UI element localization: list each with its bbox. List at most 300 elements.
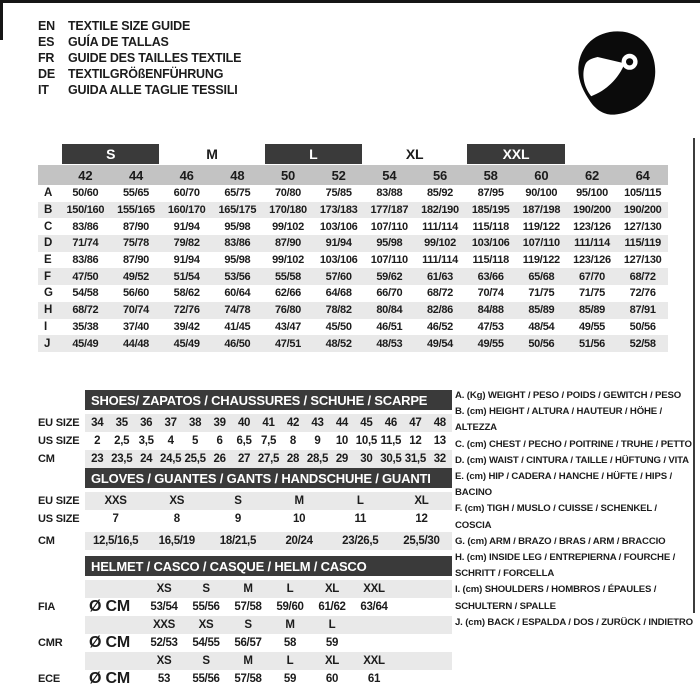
size-value: 103/106: [471, 237, 510, 250]
size-number: 64: [635, 167, 650, 183]
cell-value: 18/21,5: [219, 535, 257, 547]
row-label: US SIZE: [38, 435, 80, 447]
cell-value: 56/57: [234, 637, 262, 649]
helmet-size-row: [38, 652, 452, 670]
size-value: 85/89: [528, 304, 555, 317]
size-value: 123/126: [573, 220, 611, 233]
cell-value: 28,5: [306, 453, 329, 465]
cell-value: 6,5: [236, 435, 252, 447]
cell-value: 10: [335, 435, 349, 447]
size-value: 68/72: [426, 287, 453, 300]
size-value: 87/90: [122, 220, 149, 233]
cell-value: 12,5/16,5: [92, 535, 139, 547]
size-value: 111/114: [574, 237, 610, 250]
legend-item: H. (cm) INSIDE LEG / ENTREPIERNA / FOURCHE / SCHRITT / FORCELLA: [455, 552, 676, 580]
size-value: 62/66: [274, 287, 301, 300]
size-value: 76/80: [274, 304, 301, 317]
size-value: 111/114: [422, 220, 458, 233]
size-value: 95/100: [576, 187, 608, 200]
cell-value: 61/62: [318, 601, 346, 613]
size-value: 57/60: [325, 270, 352, 283]
size-value: 87/95: [477, 187, 504, 200]
size-value: 46/51: [376, 320, 403, 333]
helmet-size-label: S: [244, 619, 252, 631]
row-values: [85, 634, 452, 652]
language-label: GUIDE DES TAILLES TEXTILE: [68, 51, 242, 65]
size-value: 85/92: [426, 187, 453, 200]
size-group-row: [38, 143, 668, 165]
legend-item: B. (cm) HEIGHT / ALTURA / HAUTEUR / HÖHE / ALTEZZA: [455, 406, 663, 434]
size-value: 99/102: [272, 220, 304, 233]
size-value: 75/85: [325, 187, 352, 200]
size-value: 48/54: [528, 320, 555, 333]
row-letter: D: [44, 237, 53, 250]
size-value: 58/62: [173, 287, 200, 300]
cell-value: 41: [262, 417, 275, 429]
cell-value: 53/54: [150, 601, 178, 613]
size-value: 37/40: [122, 320, 149, 333]
helmet-size-label: M: [285, 619, 295, 631]
row-letter: H: [44, 304, 53, 317]
unit-label: Ø CM: [89, 634, 130, 651]
size-value: 74/78: [224, 304, 251, 317]
unit-label: Ø CM: [89, 670, 130, 687]
size-value: 45/49: [72, 337, 99, 350]
legend-item: I. (cm) SHOULDERS / HOMBROS / ÉPAULES / SCHULTERN / SPALLE: [455, 584, 657, 612]
cell-value: 54/55: [192, 637, 220, 649]
size-value: 170/180: [269, 204, 307, 217]
cell-value: 58: [283, 637, 297, 649]
size-value: 160/170: [167, 204, 206, 217]
size-value: 49/55: [477, 337, 504, 350]
helmet-size-label: M: [243, 655, 253, 667]
cell-value: 60: [325, 673, 339, 685]
cell-value: 9: [234, 513, 241, 525]
table-row: [38, 235, 668, 252]
size-value: 83/86: [72, 220, 99, 233]
row-label: CM: [38, 535, 55, 547]
cell-value: 43: [311, 417, 324, 429]
size-value: 95/98: [224, 220, 251, 233]
measurement-legend: [455, 388, 695, 631]
size-value: 150/160: [66, 204, 105, 217]
size-value: 99/102: [424, 237, 456, 250]
row-letter: J: [44, 337, 51, 350]
size-value: 70/74: [122, 304, 149, 317]
cell-value: 2,5: [114, 435, 130, 447]
size-value: 84/88: [477, 304, 504, 317]
size-value: 115/118: [472, 220, 509, 233]
size-value: 56/60: [122, 287, 149, 300]
size-number: 52: [331, 167, 346, 183]
language-title-list: [38, 18, 241, 98]
helmet-size-label: XXS: [152, 619, 176, 631]
table-row: [38, 202, 668, 219]
size-value: 107/110: [370, 254, 408, 267]
helmet-size-label: L: [328, 619, 336, 631]
size-number: 62: [584, 167, 600, 183]
cell-value: 5: [192, 435, 199, 447]
size-value: 123/126: [573, 254, 611, 267]
cell-value: 23/26,5: [342, 535, 379, 547]
size-value: 115/119: [624, 237, 661, 250]
cell-value: 25,5/30: [403, 535, 440, 547]
size-value: 50/56: [528, 337, 555, 350]
language-row: [38, 18, 241, 34]
size-value: 87/90: [274, 237, 301, 250]
cell-value: 10,5: [355, 435, 377, 447]
size-value: 107/110: [522, 237, 560, 250]
section-row: [38, 532, 452, 550]
size-value: 47/51: [274, 337, 301, 350]
size-number: 42: [78, 167, 93, 183]
gloves-section-title: GLOVES / GUANTES / GANTS / HANDSCHUHE / GUANTI: [85, 468, 452, 488]
cell-value: 31,5: [404, 453, 426, 465]
cell-value: 3,5: [138, 435, 154, 447]
language-label: GUÍA DE TALLAS: [68, 35, 169, 49]
size-value: 54/58: [72, 287, 99, 300]
size-value: 49/52: [122, 270, 149, 283]
size-value: 44/48: [122, 337, 149, 350]
size-value: 190/200: [573, 204, 611, 217]
helmet-section: [38, 556, 452, 686]
size-number: 58: [483, 167, 498, 183]
legend-item: C. (cm) CHEST / PECHO / POITRINE / TRUHE / PETTO: [455, 438, 692, 450]
size-value: 55/65: [122, 187, 149, 200]
size-value: 46/52: [426, 320, 453, 333]
size-value: 87/90: [122, 254, 149, 267]
helmet-value-row: [38, 598, 452, 616]
cell-value: 57/58: [234, 601, 262, 613]
size-value: 45/49: [173, 337, 200, 350]
cell-value: 30,5: [380, 453, 402, 465]
size-value: 127/130: [623, 254, 662, 267]
racing-helmet-icon: [568, 18, 664, 128]
helmet-size-row: [38, 580, 452, 598]
table-row: [38, 185, 668, 202]
table-row: [38, 302, 668, 319]
size-value: 87/91: [629, 304, 656, 317]
size-value: 48/53: [376, 337, 403, 350]
cell-value: 27: [237, 453, 251, 465]
cell-value: 39: [213, 417, 226, 429]
table-row: [38, 268, 668, 285]
size-value: 95/98: [376, 237, 403, 250]
size-value: 49/55: [578, 320, 605, 333]
cell-value: 35: [115, 417, 128, 429]
standard-label: ECE: [38, 673, 61, 685]
cell-value: 63/64: [360, 601, 388, 613]
size-value: 83/88: [376, 187, 403, 200]
table-row: [38, 319, 668, 336]
helmet-value-row: [38, 670, 452, 688]
size-number: 56: [432, 167, 448, 183]
helmet-size-label: XL: [324, 583, 340, 595]
cell-value: 40: [237, 417, 251, 429]
legend-item: E. (cm) HIP / CADERA / HANCHE / HÜFTE / HIPS / BACINO: [455, 471, 672, 499]
row-values: [85, 510, 452, 528]
section-row: [38, 450, 452, 468]
size-value: 79/82: [173, 237, 200, 250]
size-value: 75/78: [122, 237, 149, 250]
legend-item: D. (cm) WAIST / CINTURA / TAILLE / HÜFTUNG / VITA: [455, 454, 689, 466]
cell-value: 61: [367, 673, 381, 685]
size-value: 47/53: [477, 320, 504, 333]
size-value: 65/75: [224, 187, 251, 200]
helmet-size-label: XS: [198, 619, 214, 631]
cell-value: 12: [415, 513, 428, 525]
size-value: 49/54: [426, 337, 453, 350]
row-values: [85, 414, 452, 432]
size-value: 80/84: [376, 304, 403, 317]
size-value: 95/98: [224, 254, 251, 267]
size-group-label: M: [206, 146, 218, 162]
table-row: [38, 285, 668, 302]
row-letter: F: [44, 270, 51, 283]
helmet-size-row: [38, 616, 452, 634]
language-row: [38, 82, 241, 98]
row-values: [85, 432, 452, 450]
cell-value: XL: [414, 495, 429, 507]
size-number: 60: [534, 167, 549, 183]
size-value: 91/94: [173, 254, 200, 267]
size-value: 187/198: [522, 204, 561, 217]
language-label: TEXTILGRÖßENFÜHRUNG: [68, 67, 224, 81]
size-value: 68/72: [72, 304, 99, 317]
size-value: 66/70: [376, 287, 403, 300]
cell-value: 24: [140, 453, 153, 465]
language-code: FR: [38, 51, 55, 65]
size-value: 60/64: [224, 287, 251, 300]
shoes-section-title: SHOES/ ZAPATOS / CHAUSSURES / SCHUHE / SCARPE: [85, 390, 452, 410]
size-value: 35/38: [72, 320, 99, 333]
helmet-size-label: L: [286, 655, 294, 667]
cell-value: 32: [433, 453, 446, 465]
size-value: 165/175: [218, 204, 257, 217]
cell-value: 16,5/19: [158, 535, 195, 547]
cell-value: 48: [433, 417, 446, 429]
size-value: 115/118: [472, 254, 509, 267]
row-letter: B: [44, 204, 53, 217]
size-value: 52/58: [629, 337, 656, 350]
cell-value: 34: [91, 417, 104, 429]
cell-value: 46: [384, 417, 397, 429]
size-value: 47/50: [72, 270, 99, 283]
language-label: TEXTILE SIZE GUIDE: [68, 19, 191, 33]
size-value: 71/75: [528, 287, 555, 300]
cell-value: 11,5: [380, 435, 402, 447]
standard-label: FIA: [38, 601, 56, 613]
size-group-label: S: [62, 144, 159, 164]
size-value: 177/187: [370, 204, 409, 217]
size-value: 91/94: [325, 237, 352, 250]
size-value: 59/62: [376, 270, 403, 283]
legend-item: J. (cm) BACK / ESPALDA / DOS / ZURÜCK / INDIETRO: [455, 616, 693, 628]
table-row: [38, 335, 668, 352]
size-value: 71/74: [72, 237, 99, 250]
size-value: 64/68: [325, 287, 352, 300]
cell-value: 20/24: [285, 535, 313, 547]
size-value: 185/195: [471, 204, 510, 217]
size-value: 61/63: [426, 270, 453, 283]
cell-value: 23: [91, 453, 104, 465]
cell-value: 59/60: [276, 601, 304, 613]
helmet-size-label: XXL: [363, 583, 385, 595]
unit-label: Ø CM: [89, 598, 130, 615]
legend-item: A. (Kg) WEIGHT / PESO / POIDS / GEWITCH / PESO: [455, 390, 682, 401]
cell-value: 45: [360, 417, 373, 429]
section-row: [38, 432, 452, 450]
size-group-label: [40, 144, 58, 164]
standard-label: CMR: [38, 637, 63, 649]
language-row: [38, 66, 241, 82]
language-row: [38, 34, 241, 50]
helmet-size-label: L: [286, 583, 294, 595]
cell-value: 55/56: [192, 673, 220, 685]
row-values: [85, 492, 452, 510]
cell-value: 10: [293, 513, 306, 525]
helmet-section-title: HELMET / CASCO / CASQUE / HELM / CASCO: [85, 556, 452, 576]
size-value: 173/183: [319, 204, 358, 217]
cell-value: 13: [433, 435, 446, 447]
helmet-size-label: XXL: [363, 655, 385, 667]
size-value: 51/54: [173, 270, 200, 283]
row-label: EU SIZE: [38, 417, 80, 429]
language-code: EN: [38, 19, 55, 33]
size-value: 182/190: [421, 204, 459, 217]
cell-value: 25,5: [184, 453, 206, 465]
size-value: 99/102: [272, 254, 304, 267]
cell-value: 4: [167, 435, 174, 447]
cell-value: 6: [216, 435, 223, 447]
size-number: 46: [179, 167, 194, 183]
language-code: ES: [38, 35, 55, 49]
section-row: [38, 510, 452, 528]
table-row: [38, 218, 668, 235]
row-values: [85, 580, 452, 598]
size-value: 43/47: [274, 320, 301, 333]
size-value: 70/74: [477, 287, 504, 300]
row-label: EU SIZE: [38, 495, 80, 507]
size-value: 155/165: [117, 204, 155, 217]
cell-value: S: [234, 495, 242, 507]
size-value: 65/68: [528, 270, 555, 283]
cell-value: 53: [157, 673, 171, 685]
cell-value: 9: [314, 435, 321, 447]
size-group-label: XL: [405, 146, 424, 162]
measurement-rows: [38, 185, 668, 352]
size-value: 68/72: [629, 270, 656, 283]
size-number: 44: [128, 167, 144, 183]
cell-value: 12: [409, 435, 422, 447]
size-value: 90/100: [525, 187, 558, 200]
helmet-size-label: XL: [324, 655, 340, 667]
language-label: GUIDA ALLE TAGLIE TESSILI: [68, 83, 238, 97]
section-row: [38, 414, 452, 432]
shoes-section: [38, 390, 452, 470]
helmet-size-label: XS: [156, 583, 172, 595]
cell-value: 8: [289, 435, 297, 447]
size-value: 119/122: [522, 254, 560, 267]
row-letter: I: [44, 320, 47, 333]
cell-value: 52/53: [150, 637, 178, 649]
size-value: 71/75: [578, 287, 605, 300]
gloves-section: [38, 468, 452, 552]
size-number-row: [38, 165, 668, 185]
size-value: 55/58: [274, 270, 301, 283]
section-row: [38, 492, 452, 510]
row-letter: E: [44, 254, 52, 267]
cell-value: 23,5: [111, 453, 133, 465]
cell-value: 8: [173, 513, 180, 525]
size-value: 78/82: [325, 304, 352, 317]
row-letter: A: [44, 187, 53, 200]
size-value: 91/94: [173, 220, 200, 233]
scan-border-top: [0, 0, 700, 3]
size-value: 67/70: [578, 270, 605, 283]
language-code: DE: [38, 67, 55, 81]
cell-value: 7,5: [260, 435, 277, 447]
cell-value: 59: [325, 637, 339, 649]
row-values: [85, 532, 452, 550]
size-value: 83/86: [72, 254, 99, 267]
cell-value: 42: [286, 417, 300, 429]
cell-value: 37: [164, 417, 177, 429]
size-value: 103/106: [319, 254, 358, 267]
legend-item: F. (cm) TIGH / MUSLO / CUISSE / SCHENKEL / COSCIA: [455, 503, 657, 531]
size-value: 50/60: [72, 187, 99, 200]
size-number: 50: [280, 167, 296, 183]
cell-value: 2: [94, 435, 101, 447]
cell-value: 47: [409, 417, 422, 429]
cell-value: 38: [189, 417, 202, 429]
scan-border-left: [0, 0, 3, 40]
size-number: 54: [382, 167, 397, 183]
size-value: 63/66: [477, 270, 504, 283]
cell-value: 7: [112, 513, 119, 525]
cell-value: 27,5: [257, 453, 280, 465]
row-values: [85, 652, 452, 670]
size-value: 82/86: [426, 304, 453, 317]
row-label: CM: [38, 453, 55, 465]
table-row: [38, 252, 668, 269]
cell-value: 30: [360, 453, 373, 465]
size-value: 105/115: [624, 187, 662, 200]
size-value: 41/45: [224, 320, 251, 333]
size-value: 70/80: [274, 187, 301, 200]
cell-value: M: [294, 495, 304, 507]
helmet-size-label: M: [243, 583, 253, 595]
size-group-label: L: [265, 144, 362, 164]
size-group-label: [569, 144, 616, 164]
cell-value: 24,5: [160, 453, 182, 465]
size-value: 190/200: [623, 204, 662, 217]
cell-value: 44: [335, 417, 349, 429]
helmet-size-label: S: [202, 583, 210, 595]
size-value: 60/70: [173, 187, 200, 200]
cell-value: 59: [283, 673, 297, 685]
size-value: 53/56: [224, 270, 251, 283]
size-value: 127/130: [623, 220, 662, 233]
cell-value: L: [356, 495, 364, 507]
size-value: 72/76: [629, 287, 656, 300]
cell-value: 36: [140, 417, 153, 429]
language-row: [38, 50, 241, 66]
row-values: [85, 598, 452, 616]
size-value: 85/89: [578, 304, 605, 317]
row-values: [85, 616, 452, 634]
size-value: 119/122: [522, 220, 560, 233]
